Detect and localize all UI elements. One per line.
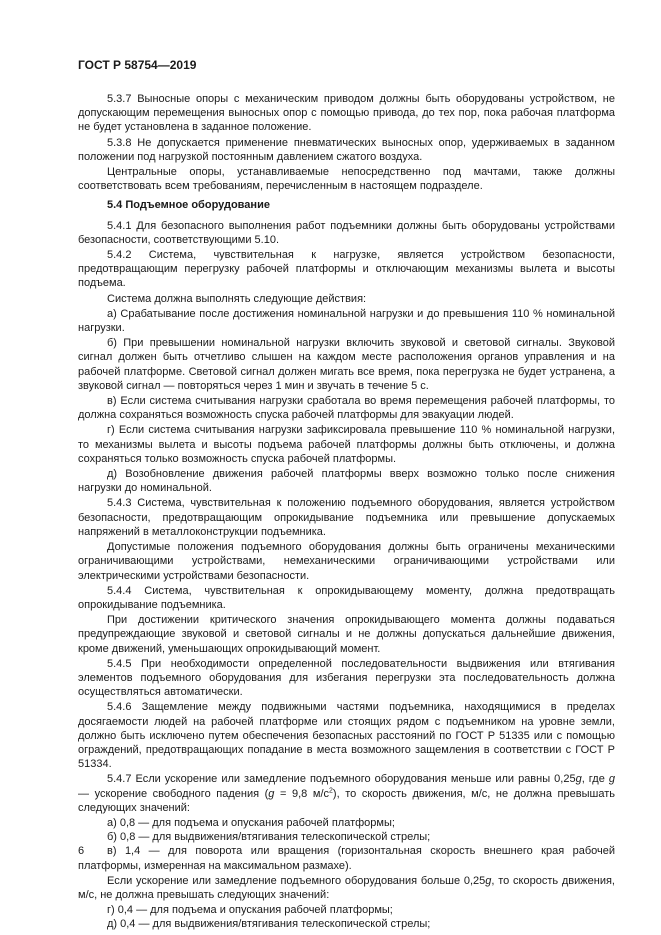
paragraph-system-actions: Система должна выполнять следующие действия: — [107, 292, 367, 305]
paragraph-5-4-3: 5.4.3 Система, чувствительная к положению подъемного оборудования, является устройством безопасности, предотвращающим опрокидывание подъемника или превышение допускаемых напряжений в металлоконструкции подъемника. — [78, 497, 615, 538]
section-heading-5-4: 5.4 Подъемное оборудование — [107, 199, 270, 212]
document-header: ГОСТ Р 58754—2019 — [78, 58, 197, 72]
paragraph-5-4-5: 5.4.5 При необходимости определенной последовательности выдвижения или втягивания элементов подъемного оборудования для избегания перегрузки эта последовательность должна осуществляться автоматически. — [78, 657, 615, 699]
speed-item-g: г) 0,4 — для подъема и опускания рабочей платформы; — [107, 904, 393, 917]
speed-item-b: б) 0,8 — для выдвижения/втягивания телескопической стрелы; — [107, 831, 431, 844]
paragraph-5-4-6: 5.4.6 Защемление между подвижными частями подъемника, находящимися в пределах досягаемости людей на рабочей платформе или стоящих рядом с подъемником на уровне земли, должно быть исключено путем обеспечения безопасных расстояний по ГОСТ Р 51335 или с помощью ограждений, предотвращающих попадание в места возможного защемления в соответствии с ГОСТ Р 51334. — [78, 701, 615, 771]
speed-item-v: в) 1,4 — для поворота или вращения (горизонтальная скорость внешнего края рабочей платформы, измеренная на максимальном размахе). — [78, 845, 615, 872]
paragraph-5-4-1: 5.4.1 Для безопасного выполнения работ подъемники должны быть оборудованы устройствами безопасности, соответствующими 5.10. — [78, 219, 615, 246]
list-item-d: д) Возобновление движения рабочей платформы вверх возможно только после снижения нагрузки до номинальной. — [78, 468, 615, 495]
paragraph-central-supports: Центральные опоры, устанавливаемые непосредственно под мачтами, также должны соответствовать всем требованиям, перечисленным в настоящем подразделе. — [78, 166, 615, 193]
paragraph-5-3-8: 5.3.8 Не допускается применение пневматических выносных опор, удерживаемых в заданном положении под нагрузкой постоянным давлением сжатого воздуха. — [78, 136, 615, 163]
speed-item-a: а) 0,8 — для подъема и опускания рабочей платформы; — [107, 816, 395, 829]
paragraph-critical-moment: При достижении критического значения опрокидывающего момента должны подаваться предупреждающие звуковой и световой сигналы и не должны допускаться дальнейшие движения, кроме движений, уменьшающих опрокидывающий момент. — [78, 614, 615, 655]
paragraph-5-3-7: 5.3.7 Выносные опоры с механическим приводом должны быть оборудованы устройством, не допускающим перемещения выносных опор с помощью привода, до тех пор, пока рабочая платформа не будет установлена в заданное положение. — [78, 93, 615, 134]
list-item-b: б) При превышении номинальной нагрузки включить звуковой и световой сигналы. Звуковой сигнал должен быть отчетливо слышен на каждом месте расположения органов управления и на рабочей платформе. Световой сигнал должен мигать все время, пока перегрузка не будет устранена, а звуковой сигнал — повторяться через 1 мин и звучать в течение 5 с. — [78, 337, 615, 392]
paragraph-high-acceleration: Если ускорение или замедление подъемного оборудования больше 0,25g, то скорость движения, м/с, не должна превышать следующих значений: — [78, 874, 615, 901]
speed-item-d: д) 0,4 — для выдвижения/втягивания телескопической стрелы; — [107, 918, 431, 931]
paragraph-5-4-7: 5.4.7 Если ускорение или замедление подъемного оборудования меньше или равны 0,25g, где g — ускорение свободного падения (g = 9,8 $м/с^2$), то скорость движения, м/с, не должна превышать следующих значений: — [78, 773, 615, 814]
paragraph-5-4-2: 5.4.2 Система, чувствительная к нагрузке, является устройством безопасности, предотвращающим перегрузку рабочей платформы и отключающим механизмы вылета и высоты подъема. — [78, 249, 615, 290]
paragraph-5-4-4: 5.4.4 Система, чувствительная к опрокидывающему моменту, должна предотвращать опрокидывание подъемника. — [78, 584, 615, 611]
list-item-v: в) Если система считывания нагрузки сработала во время перемещения рабочей платформы, то должна сохраняться возможность спуска рабочей платформы для эвакуации людей. — [78, 395, 615, 422]
page-body — [78, 92, 615, 932]
page-number: 6 — [78, 845, 85, 857]
list-item-g: г) Если система считывания нагрузки зафиксировала превышение 110 % номинальной нагрузки, то механизмы вылета и высоты подъема рабочей платформы должны быть отключены, и должна сохраняться только возможность спуска рабочей платформы. — [78, 424, 615, 465]
list-item-a: а) Срабатывание после достижения номинальной нагрузки и до превышения 110 % номинальной нагрузки. — [78, 307, 615, 335]
paragraph-allowed-positions: Допустимые положения подъемного оборудования должны быть ограничены механическими ограничивающими устройствами, немеханическими ограничивающими устройствами или электрическими устройствами безопасности. — [78, 541, 615, 582]
